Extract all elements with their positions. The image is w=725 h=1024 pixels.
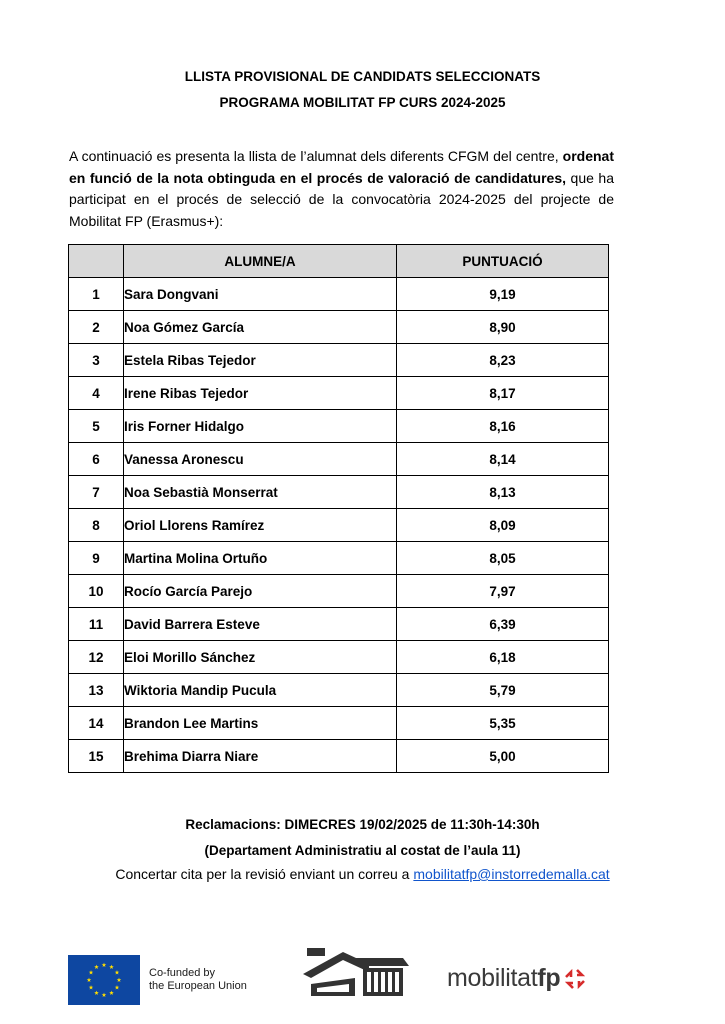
row-student-name: Irene Ribas Tejedor [124,377,397,410]
intro-bold-text: ordenat en funció de la nota obtinguda en el procés de valoració de candidatures, [69,148,614,186]
row-number: 9 [69,542,124,575]
document-title-line2: PROGRAMA MOBILITAT FP CURS 2024-2025 [219,95,506,110]
intro-text-2: que ha participat en el procés de selecció de la convocatòria 2024-2025 del projecte de Mobilitat FP (Erasmus+): [69,169,614,229]
header-number [69,245,124,278]
document-title-line1: LLISTA PROVISIONAL DE CANDIDATS SELECCIONATS [184,69,541,84]
row-number: 13 [69,674,124,707]
row-score: 5,00 [397,740,609,773]
row-student-name: Wiktoria Mandip Pucula [124,674,397,707]
row-student-name: Rocío García Parejo [124,575,397,608]
table-row [69,542,609,575]
claims-location: (Departament Administratiu al costat de l’aula 11) [204,843,521,858]
row-student-name: Oriol Llorens Ramírez [124,509,397,542]
row-score: 8,05 [397,542,609,575]
row-number: 14 [69,707,124,740]
row-number: 1 [69,278,124,311]
row-score: 7,97 [397,575,609,608]
table-row [69,377,609,410]
row-number: 4 [69,377,124,410]
row-number: 12 [69,641,124,674]
eu-cofunded-logo [68,955,247,1005]
email-link[interactable]: mobilitatfp@instorredemalla.cat [413,866,610,882]
row-student-name: Martina Molina Ortuño [124,542,397,575]
row-score: 8,90 [397,311,609,344]
claims-schedule: Reclamacions: DIMECRES 19/02/2025 de 11:30h-14:30h [185,817,540,832]
mobilitat-arrows-icon [564,968,586,990]
row-number: 10 [69,575,124,608]
table-row [69,608,609,641]
intro-text-1: A continuació es presenta la llista de l’alumnat dels diferents CFGM del centre, [69,148,563,164]
table-row [69,278,609,311]
table-row [69,641,609,674]
table-row [69,410,609,443]
row-score: 9,19 [397,278,609,311]
row-student-name: Iris Forner Hidalgo [124,410,397,443]
row-number: 15 [69,740,124,773]
intro-paragraph [69,146,614,232]
row-student-name: Vanessa Aronescu [124,443,397,476]
row-number: 3 [69,344,124,377]
header-score: PUNTUACIÓ [397,245,609,278]
table-row [69,740,609,773]
brand-regular-text: mobilitat [447,964,538,992]
row-student-name: Noa Gómez García [124,311,397,344]
table-row [69,344,609,377]
table-row [69,311,609,344]
row-student-name: Sara Dongvani [124,278,397,311]
table-row [69,707,609,740]
eu-text-line1: Co-funded by [149,967,216,979]
row-student-name: Brehima Diarra Niare [124,740,397,773]
claims-contact [0,866,725,882]
mobilitat-fp-logo [447,964,586,993]
row-score: 5,79 [397,674,609,707]
eu-flag-icon [68,955,140,1005]
row-number: 8 [69,509,124,542]
row-student-name: Estela Ribas Tejedor [124,344,397,377]
school-logo-icon [303,948,409,1000]
row-score: 6,39 [397,608,609,641]
row-number: 6 [69,443,124,476]
claims-contact-text: Concertar cita per la revisió enviant un correu a [115,866,414,882]
row-score: 8,14 [397,443,609,476]
table-row [69,674,609,707]
table-header-row [69,245,609,278]
row-score: 8,23 [397,344,609,377]
row-score: 5,35 [397,707,609,740]
row-number: 2 [69,311,124,344]
table-row [69,575,609,608]
table-row [69,443,609,476]
row-score: 8,13 [397,476,609,509]
candidates-table [68,244,609,773]
row-number: 11 [69,608,124,641]
row-score: 8,16 [397,410,609,443]
brand-bold-text: fp [537,964,561,992]
row-student-name: David Barrera Esteve [124,608,397,641]
row-student-name: Brandon Lee Martins [124,707,397,740]
row-score: 6,18 [397,641,609,674]
row-score: 8,17 [397,377,609,410]
row-number: 5 [69,410,124,443]
header-student: ALUMNE/A [124,245,397,278]
eu-text-line2: the European Union [149,980,247,992]
row-score: 8,09 [397,509,609,542]
row-student-name: Eloi Morillo Sánchez [124,641,397,674]
row-student-name: Noa Sebastià Monserrat [124,476,397,509]
row-number: 7 [69,476,124,509]
table-row [69,476,609,509]
table-row [69,509,609,542]
